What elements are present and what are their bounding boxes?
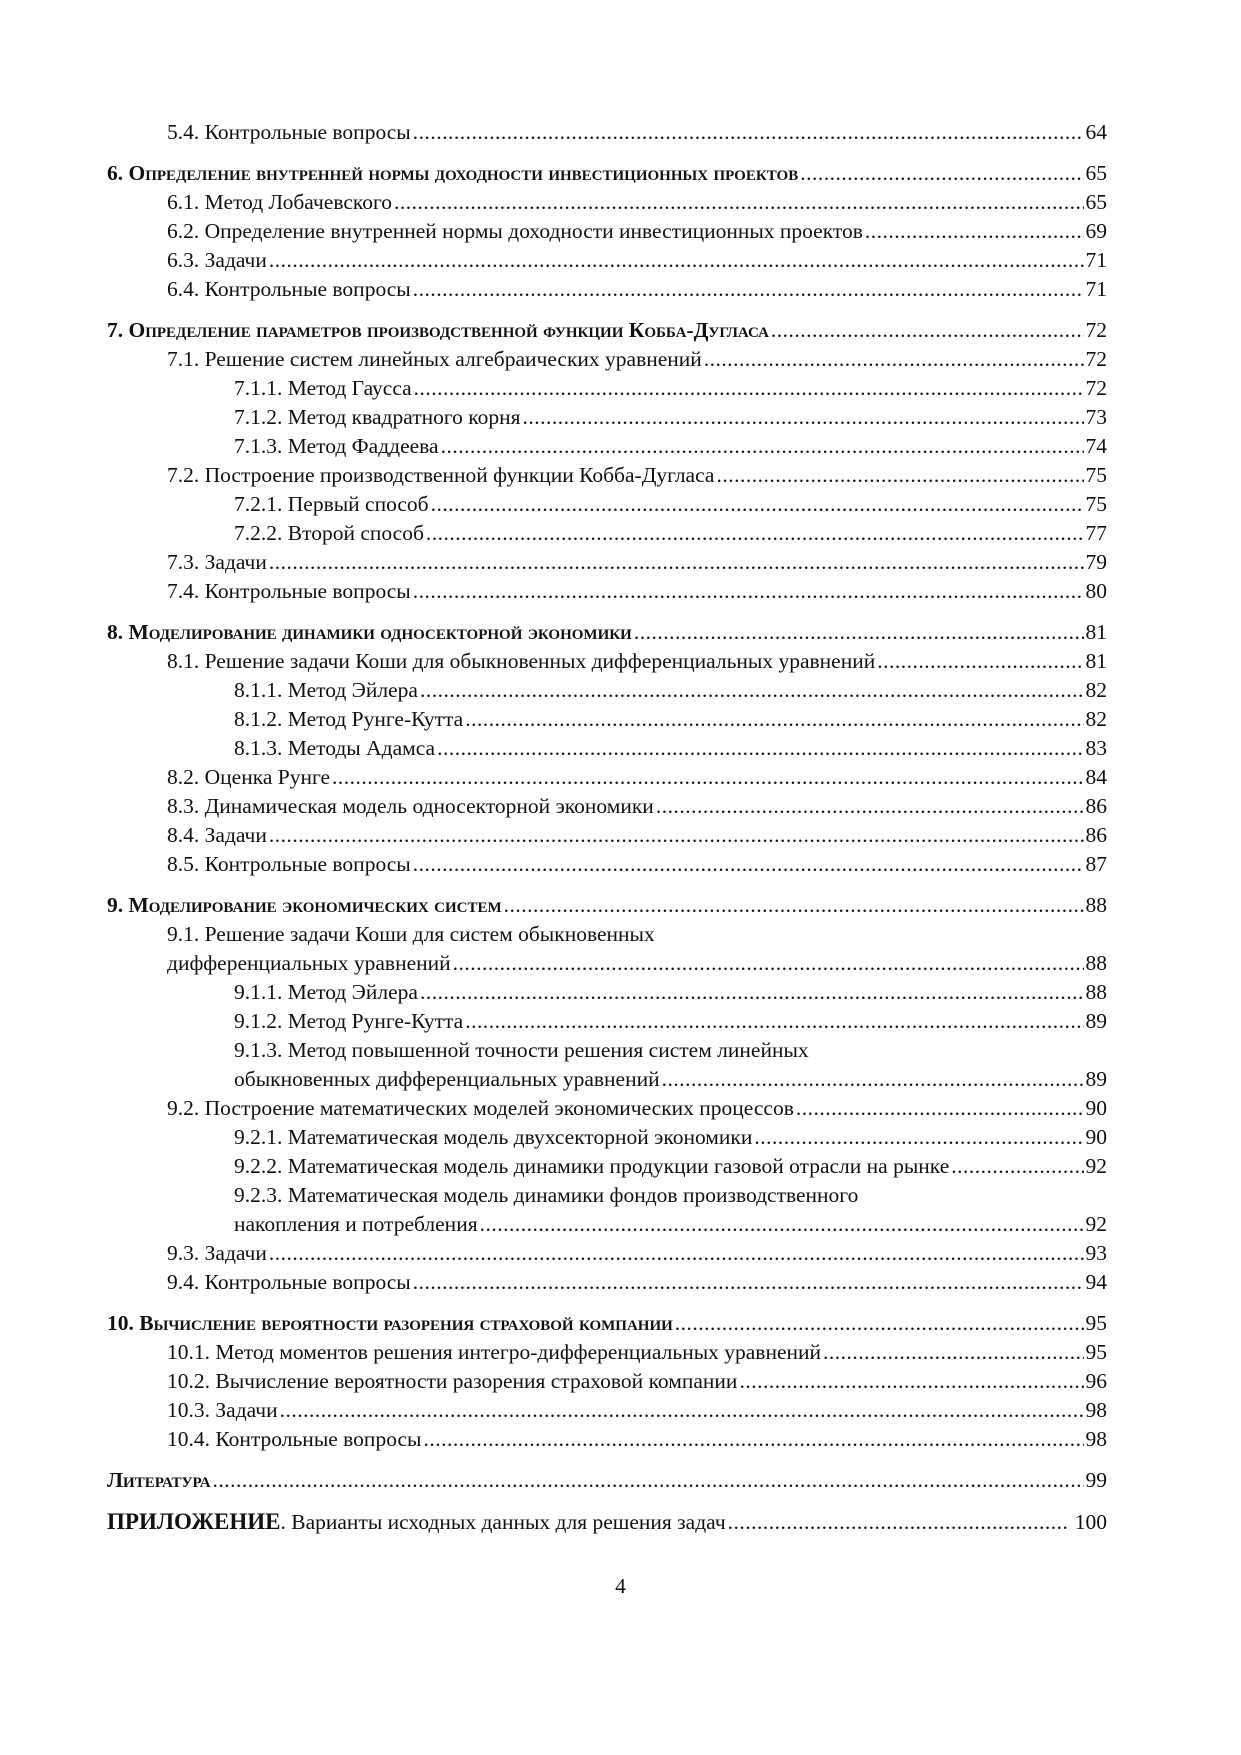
toc-leader bbox=[269, 246, 1084, 275]
toc-page: 92 bbox=[1085, 1154, 1107, 1178]
toc-leader bbox=[413, 850, 1084, 879]
toc-page: 71 bbox=[1085, 248, 1107, 272]
toc-entry-9-1-3-line1[interactable]: 9.1.3. Метод повышенной точности решения систем линейных bbox=[234, 1038, 809, 1062]
toc-page: 64 bbox=[1085, 120, 1107, 144]
toc-entry-9-2-2[interactable] bbox=[107, 1152, 1107, 1181]
toc-literature-title: Литература bbox=[107, 1468, 211, 1492]
toc-title: 7.2.2. Второй способ bbox=[234, 521, 424, 545]
toc-page: 65 bbox=[1085, 190, 1107, 214]
toc-page: 89 bbox=[1085, 1067, 1107, 1091]
toc-page: 84 bbox=[1085, 765, 1107, 789]
toc-entry-7-2-2[interactable] bbox=[107, 519, 1107, 548]
toc-leader bbox=[394, 188, 1083, 217]
chapter-number: 8. bbox=[107, 620, 129, 644]
toc-title: 7.1.3. Метод Фаддеева bbox=[234, 434, 439, 458]
toc-entry-8-1-2[interactable] bbox=[107, 705, 1107, 734]
toc-leader bbox=[754, 1123, 1083, 1152]
toc-page: 98 bbox=[1085, 1398, 1107, 1422]
toc-entry-9-2[interactable] bbox=[107, 1094, 1107, 1123]
toc-leader bbox=[800, 159, 1083, 188]
toc-leader bbox=[413, 577, 1084, 606]
toc-entry-10-1[interactable] bbox=[107, 1338, 1107, 1367]
toc-chapter-title bbox=[107, 316, 769, 345]
toc-title: 8.3. Динамическая модель односекторной экономики bbox=[167, 794, 654, 818]
toc-leader bbox=[280, 1396, 1084, 1425]
toc-leader bbox=[951, 1152, 1083, 1181]
toc-title: 9.2.1. Математическая модель двухсекторной экономики bbox=[234, 1125, 753, 1149]
toc-entry-7-1-3[interactable] bbox=[107, 432, 1107, 461]
toc-leader bbox=[523, 403, 1084, 432]
toc-page: 90 bbox=[1085, 1096, 1107, 1120]
toc-title: 8.5. Контрольные вопросы bbox=[167, 852, 411, 876]
chapter-title-text: Вычисление вероятности разорения страховой компании bbox=[139, 1311, 673, 1335]
toc-leader bbox=[634, 618, 1084, 647]
toc-leader bbox=[865, 217, 1084, 246]
toc-leader bbox=[431, 490, 1084, 519]
toc-entry-9-1[interactable] bbox=[107, 949, 1107, 978]
chapter-title-text: Моделирование динамики односекторной экономики bbox=[128, 620, 632, 644]
toc-page: 87 bbox=[1085, 852, 1107, 876]
toc-page: 88 bbox=[1085, 893, 1107, 917]
toc-leader bbox=[414, 374, 1084, 403]
toc-chapter-6[interactable] bbox=[107, 159, 1107, 188]
toc-leader bbox=[269, 1239, 1084, 1268]
page-number: 4 bbox=[615, 1574, 626, 1598]
toc-chapter-title bbox=[107, 891, 502, 920]
chapter-number: 7. bbox=[107, 318, 129, 342]
toc-page: 86 bbox=[1085, 823, 1107, 847]
toc-leader bbox=[423, 1425, 1083, 1454]
toc-chapter-8[interactable] bbox=[107, 618, 1107, 647]
toc-title: накопления и потребления bbox=[234, 1212, 478, 1236]
toc-title: 8.2. Оценка Рунге bbox=[167, 765, 331, 789]
toc-entry-8-4[interactable] bbox=[107, 821, 1107, 850]
toc-entry-5-4[interactable] bbox=[107, 118, 1107, 147]
toc-title: 7.1.1. Метод Гаусса bbox=[234, 376, 412, 400]
toc-page: 96 bbox=[1085, 1369, 1107, 1393]
toc-leader bbox=[453, 949, 1084, 978]
toc-entry-7-1-1[interactable] bbox=[107, 374, 1107, 403]
toc-leader bbox=[716, 461, 1083, 490]
toc-entry-9-1-3[interactable] bbox=[107, 1065, 1107, 1094]
toc-entry-9-2-1[interactable] bbox=[107, 1123, 1107, 1152]
toc-entry-7-1-2[interactable] bbox=[107, 403, 1107, 432]
toc-title: 10.3. Задачи bbox=[167, 1398, 278, 1422]
toc-leader bbox=[480, 1210, 1084, 1239]
toc-chapter-7[interactable] bbox=[107, 316, 1107, 345]
toc-leader bbox=[675, 1309, 1084, 1338]
toc-title: 8.1. Решение задачи Коши для обыкновенных дифференциальных уравнений bbox=[167, 649, 876, 673]
toc-page: 72 bbox=[1085, 347, 1107, 371]
toc-page: 95 bbox=[1085, 1340, 1107, 1364]
toc-entry-10-4[interactable] bbox=[107, 1425, 1107, 1454]
toc-page: 82 bbox=[1085, 707, 1107, 731]
toc-page: 72 bbox=[1085, 376, 1107, 400]
toc-title: 6.4. Контрольные вопросы bbox=[167, 277, 411, 301]
toc-page: 71 bbox=[1085, 277, 1107, 301]
toc-leader bbox=[413, 1268, 1084, 1297]
toc-title: 10.1. Метод моментов решения интегро-дифференциальных уравнений bbox=[167, 1340, 822, 1364]
toc-title: 7.4. Контрольные вопросы bbox=[167, 579, 411, 603]
toc-title: 7.3. Задачи bbox=[167, 550, 267, 574]
toc-entry-8-3[interactable] bbox=[107, 792, 1107, 821]
toc-entry-8-1-1[interactable] bbox=[107, 676, 1107, 705]
toc-leader bbox=[465, 1007, 1083, 1036]
toc-leader bbox=[662, 1065, 1084, 1094]
toc-entry-9-2-3[interactable] bbox=[107, 1210, 1107, 1239]
toc-leader bbox=[213, 1466, 1084, 1495]
toc-page: 81 bbox=[1085, 620, 1107, 644]
toc-page: 95 bbox=[1085, 1311, 1107, 1335]
toc-entry-7-4[interactable] bbox=[107, 577, 1107, 606]
toc-entry-9-4[interactable] bbox=[107, 1268, 1107, 1297]
toc-page: 94 bbox=[1085, 1270, 1107, 1294]
toc-page: 69 bbox=[1085, 219, 1107, 243]
toc-entry-9-1-1[interactable] bbox=[107, 978, 1107, 1007]
toc-title: 9.4. Контрольные вопросы bbox=[167, 1270, 411, 1294]
toc-entry-7-3[interactable] bbox=[107, 548, 1107, 577]
toc-leader bbox=[413, 118, 1084, 147]
toc-literature[interactable] bbox=[107, 1466, 1107, 1495]
chapter-number: 9. bbox=[107, 893, 129, 917]
toc-title: 8.1.2. Метод Рунге-Кутта bbox=[234, 707, 464, 731]
toc-page: 81 bbox=[1085, 649, 1107, 673]
toc-title: 8.4. Задачи bbox=[167, 823, 267, 847]
toc-leader bbox=[437, 734, 1083, 763]
toc-title: 7.2. Построение производственной функции Кобба-Дугласа bbox=[167, 463, 715, 487]
chapter-number: 6. bbox=[107, 161, 129, 185]
toc-leader bbox=[739, 1367, 1083, 1396]
toc-page: 65 bbox=[1085, 161, 1107, 185]
toc-page: 75 bbox=[1085, 463, 1107, 487]
toc-title: 6.3. Задачи bbox=[167, 248, 267, 272]
toc-title: 10.2. Вычисление вероятности разорения страховой компании bbox=[167, 1369, 738, 1393]
toc-title: 9.2. Построение математических моделей экономических процессов bbox=[167, 1096, 794, 1120]
toc-entry-7-2[interactable] bbox=[107, 461, 1107, 490]
toc-page: 98 bbox=[1085, 1427, 1107, 1451]
toc-leader bbox=[877, 647, 1083, 676]
toc-title: 7.2.1. Первый способ bbox=[234, 492, 429, 516]
toc-page: 88 bbox=[1085, 951, 1107, 975]
toc-page: 99 bbox=[1085, 1468, 1107, 1492]
toc-leader bbox=[465, 705, 1083, 734]
toc-entry-9-1-2[interactable] bbox=[107, 1007, 1107, 1036]
toc-title: 10.4. Контрольные вопросы bbox=[167, 1427, 422, 1451]
table-of-contents bbox=[107, 118, 1107, 1536]
toc-entry-6-2[interactable] bbox=[107, 217, 1107, 246]
toc-title: обыкновенных дифференциальных уравнений bbox=[234, 1067, 660, 1091]
chapter-title-text: Моделирование экономических систем bbox=[128, 893, 502, 917]
toc-page: 86 bbox=[1085, 794, 1107, 818]
toc-chapter-title bbox=[107, 618, 632, 647]
toc-entry-8-5[interactable] bbox=[107, 850, 1107, 879]
toc-page: 75 bbox=[1085, 492, 1107, 516]
toc-entry-10-3[interactable] bbox=[107, 1396, 1107, 1425]
toc-entry-9-2-3-line1[interactable]: 9.2.3. Математическая модель динамики фондов производственного bbox=[234, 1183, 859, 1207]
toc-page: 89 bbox=[1085, 1009, 1107, 1033]
toc-page: 83 bbox=[1085, 736, 1107, 760]
toc-entry-8-1[interactable] bbox=[107, 647, 1107, 676]
appendix-label: ПРИЛОЖЕНИЕ bbox=[107, 1509, 281, 1534]
toc-page: 93 bbox=[1085, 1241, 1107, 1265]
toc-leader bbox=[704, 345, 1084, 374]
toc-title: 6.1. Метод Лобачевского bbox=[167, 190, 393, 214]
toc-leader bbox=[413, 275, 1084, 304]
toc-leader bbox=[420, 676, 1084, 705]
toc-page: 80 bbox=[1085, 579, 1107, 603]
toc-leader bbox=[269, 548, 1084, 577]
toc-leader bbox=[656, 792, 1084, 821]
toc-leader bbox=[796, 1094, 1084, 1123]
toc-title: 9.3. Задачи bbox=[167, 1241, 267, 1265]
chapter-title-text: Определение внутренней нормы доходности инвестиционных проектов bbox=[128, 161, 799, 185]
toc-entry-6-3[interactable] bbox=[107, 246, 1107, 275]
toc-leader bbox=[426, 519, 1084, 548]
toc-entry-6-1[interactable] bbox=[107, 188, 1107, 217]
toc-page: 77 bbox=[1085, 521, 1107, 545]
toc-page: 73 bbox=[1085, 405, 1107, 429]
toc-leader bbox=[420, 978, 1084, 1007]
toc-page: 100 bbox=[1074, 1510, 1107, 1534]
toc-leader bbox=[441, 432, 1084, 461]
toc-title: 8.1.1. Метод Эйлера bbox=[234, 678, 418, 702]
toc-page: 72 bbox=[1085, 318, 1107, 342]
toc-entry-9-1-line1[interactable]: 9.1. Решение задачи Коши для систем обыкновенных bbox=[167, 922, 655, 946]
toc-chapter-title bbox=[107, 159, 798, 188]
toc-appendix[interactable] bbox=[107, 1507, 1107, 1536]
toc-entry-9-3[interactable] bbox=[107, 1239, 1107, 1268]
toc-page: 82 bbox=[1085, 678, 1107, 702]
toc-page: 92 bbox=[1085, 1212, 1107, 1236]
toc-leader bbox=[269, 821, 1084, 850]
toc-leader bbox=[771, 316, 1084, 345]
chapter-number: 10. bbox=[107, 1311, 140, 1335]
toc-title: 9.1.1. Метод Эйлера bbox=[234, 980, 418, 1004]
toc-page: 88 bbox=[1085, 980, 1107, 1004]
toc-page: 90 bbox=[1085, 1125, 1107, 1149]
toc-chapter-title bbox=[107, 1309, 673, 1338]
toc-leader bbox=[823, 1338, 1083, 1367]
toc-page: 74 bbox=[1085, 434, 1107, 458]
toc-title: 9.2.2. Математическая модель динамики продукции газовой отрасли на рынке bbox=[234, 1154, 950, 1178]
toc-entry-8-1-3[interactable] bbox=[107, 734, 1107, 763]
toc-title: 7.1.2. Метод квадратного корня bbox=[234, 405, 521, 429]
toc-leader bbox=[332, 763, 1083, 792]
toc-entry-8-2[interactable] bbox=[107, 763, 1107, 792]
chapter-title-text: Определение параметров производственной функции Кобба-Дугласа bbox=[128, 318, 769, 342]
toc-leader bbox=[504, 891, 1084, 920]
toc-title: 5.4. Контрольные вопросы bbox=[167, 120, 411, 144]
toc-entry-6-4[interactable] bbox=[107, 275, 1107, 304]
toc-title: дифференциальных уравнений bbox=[167, 951, 451, 975]
toc-entry-7-1[interactable] bbox=[107, 345, 1107, 374]
toc-page: 79 bbox=[1085, 550, 1107, 574]
toc-chapter-9[interactable] bbox=[107, 891, 1107, 920]
toc-title: 7.1. Решение систем линейных алгебраических уравнений bbox=[167, 347, 702, 371]
toc-chapter-10[interactable] bbox=[107, 1309, 1107, 1338]
toc-title: 9.1.2. Метод Рунге-Кутта bbox=[234, 1009, 464, 1033]
toc-leader bbox=[728, 1508, 1069, 1537]
appendix-text: . Варианты исходных данных для решения задач bbox=[280, 1510, 726, 1534]
toc-entry-10-2[interactable] bbox=[107, 1367, 1107, 1396]
toc-appendix-title bbox=[107, 1507, 726, 1537]
toc-entry-7-2-1[interactable] bbox=[107, 490, 1107, 519]
toc-title: 6.2. Определение внутренней нормы доходности инвестиционных проектов bbox=[167, 219, 863, 243]
toc-title: 8.1.3. Методы Адамса bbox=[234, 736, 436, 760]
